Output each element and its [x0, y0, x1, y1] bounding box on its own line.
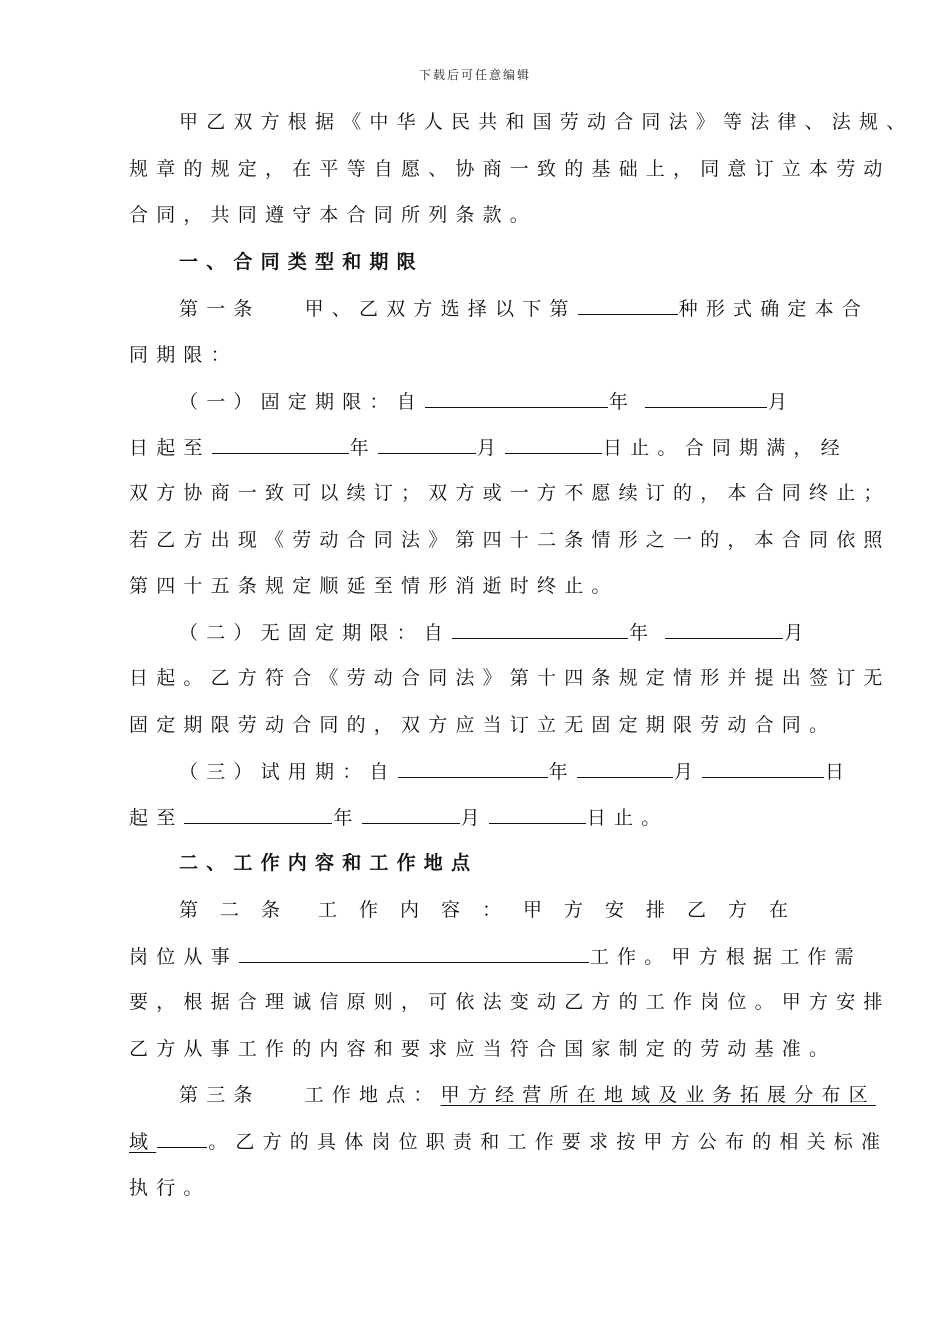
clause-text: 岗位从事	[129, 946, 238, 968]
blank-field[interactable]	[362, 805, 460, 824]
clause-text: 。乙方的具体岗位职责和工作要求按甲方公布的相关标准	[208, 1131, 889, 1153]
clause-text: 月	[460, 807, 488, 829]
clause-text: 月	[476, 437, 505, 459]
clause-text: 年	[629, 622, 657, 644]
blank-field[interactable]	[577, 759, 673, 778]
clause-text: 日止。合同期满，经	[603, 437, 848, 459]
clause-text: 甲、乙双方选择以下第	[304, 298, 577, 320]
clause-text: （三）试用期：自	[179, 761, 397, 783]
clause-text: 工作内容：甲方安排乙方在	[318, 899, 811, 921]
clause-number: 第三条	[179, 1084, 261, 1106]
clause-line	[179, 898, 810, 922]
blank-field[interactable]	[489, 805, 586, 824]
filled-field: 域	[129, 1131, 157, 1153]
blank-field[interactable]	[452, 620, 628, 639]
blank-field[interactable]	[425, 389, 608, 408]
clause-text: 工作。甲方根据工作需	[589, 946, 862, 968]
paragraph-line: 甲乙双方根据《中华人民共和国劳动合同法》等法律、法规、	[179, 111, 914, 133]
clause-line	[179, 1083, 876, 1107]
page-header: 下载后可任意编辑	[418, 68, 531, 82]
paragraph-line: 合同，共同遵守本合同所列条款。	[129, 204, 538, 226]
clause-text: （二）无固定期限：自	[179, 622, 452, 644]
clause-line	[179, 389, 795, 414]
blank-field[interactable]	[578, 296, 678, 315]
clause-line	[129, 805, 668, 830]
clause-text: 月	[673, 761, 702, 783]
clause-number: 第二条	[179, 899, 303, 921]
blank-field[interactable]	[665, 620, 783, 639]
clause-text: 年	[548, 761, 576, 783]
paragraph-line: 规章的规定，在平等自愿、协商一致的基础上，同意订立本劳动	[129, 158, 891, 180]
paragraph-line: 若乙方出现《劳动合同法》第四十二条情形之一的，本合同依照	[129, 529, 891, 551]
clause-text: 起至	[129, 807, 184, 829]
paragraph-line: 同期限：	[129, 344, 238, 366]
clause-line	[179, 759, 852, 784]
clause-text: 种形式确定本合	[678, 298, 870, 320]
clause-text: 月	[784, 622, 812, 644]
clause-line	[129, 435, 848, 460]
blank-field[interactable]	[212, 435, 349, 454]
clause-text: 工作地点：	[304, 1084, 441, 1106]
filled-field: 甲方经营所在地域及业务拓展分布区	[440, 1084, 876, 1106]
paragraph-line: 乙方从事工作的内容和要求应当符合国家制定的劳动基准。	[129, 1038, 837, 1060]
clause-number: 第一条	[179, 298, 261, 320]
clause-text: 年	[333, 807, 361, 829]
clause-line	[129, 944, 862, 969]
clause-text: 日	[825, 761, 853, 783]
blank-field[interactable]	[702, 759, 824, 778]
clause-text: 年	[349, 437, 377, 459]
clause-text: 日止。	[586, 807, 669, 829]
blank-field[interactable]	[645, 389, 767, 408]
paragraph-line: 第四十五条规定顺延至情形消逝时终止。	[129, 575, 619, 597]
paragraph-line: 固定期限劳动合同的，双方应当订立无固定期限劳动合同。	[129, 714, 837, 736]
paragraph-line: 双方协商一致可以续订；双方或一方不愿续订的，本合同终止；	[129, 482, 891, 504]
clause-text: 月	[768, 391, 796, 413]
section-heading: 二、工作内容和工作地点	[179, 852, 479, 874]
clause-text: 日起至	[129, 437, 211, 459]
clause-text: 年	[608, 391, 637, 413]
blank-field[interactable]	[184, 805, 332, 824]
blank-field[interactable]	[398, 759, 548, 778]
clause-line	[129, 1129, 888, 1154]
blank-field[interactable]	[378, 435, 476, 454]
paragraph-line: 执行。	[129, 1177, 211, 1199]
blank-field[interactable]	[157, 1129, 207, 1148]
section-heading: 一、合同类型和期限	[179, 251, 424, 273]
blank-field[interactable]	[505, 435, 602, 454]
paragraph-line: 日起。乙方符合《劳动合同法》第十四条规定情形并提出签订无	[129, 667, 891, 689]
paragraph-line: 要，根据合理诚信原则，可依法变动乙方的工作岗位。甲方安排	[129, 991, 891, 1013]
clause-text: （一）固定期限：自	[179, 391, 424, 413]
blank-field[interactable]	[239, 944, 589, 963]
clause-line	[179, 296, 869, 321]
clause-line	[179, 620, 811, 645]
